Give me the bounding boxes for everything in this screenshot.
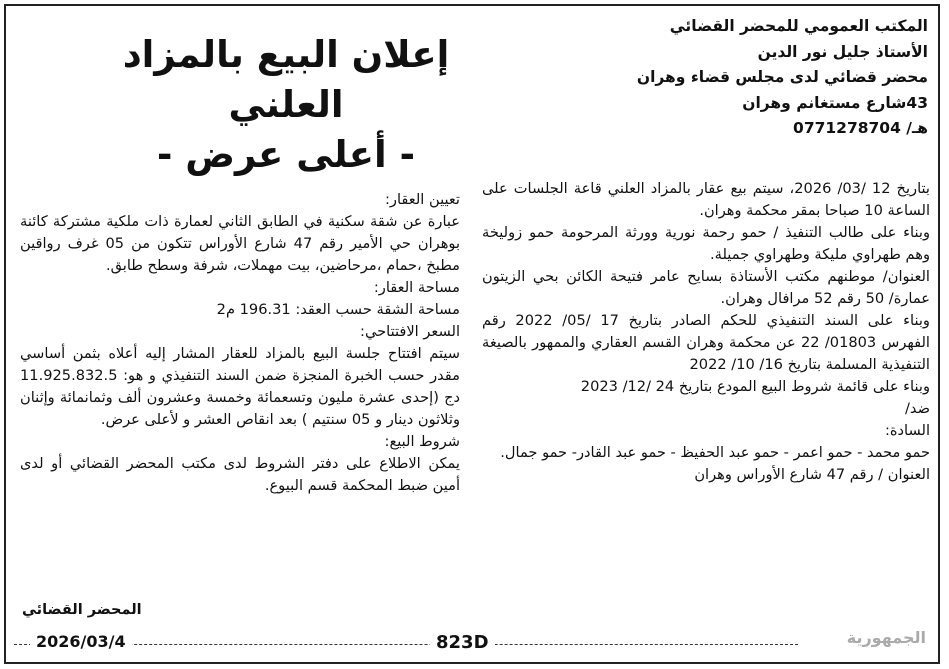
paragraph: ضد/	[905, 400, 930, 417]
title-line-2: - أعلى عرض -	[157, 133, 415, 176]
section-heading: تعيين العقار:	[385, 191, 460, 208]
paragraph: العنوان/ موطنهم مكتب الأستاذة بسايح عامر فتيحة الكائن بحي الزيتون عمارة/ 50 رقم 52 مرافال وهران.	[482, 268, 930, 307]
announcement-page	[4, 4, 940, 664]
announcement-title	[66, 30, 506, 180]
section-heading: مساحة العقار:	[373, 279, 460, 296]
paragraph: وبناء على قائمة شروط البيع المودع بتاريخ 24 /12/ 2023	[580, 378, 930, 395]
office-name: المكتب العمومي للمحضر القضائي	[669, 17, 928, 35]
bailiff-office-header	[608, 14, 928, 142]
paragraph: وبناء على السند التنفيذي للحكم الصادر بتاريخ 17 /05/ 2022 رقم الفهرس 01803/ 22 عن محكمة وهران القسم العقاري والممهور بالصيغة التنفيذية المسلمة بتاريخ 16/ 10/ 2022	[482, 312, 930, 373]
bailiff-title: محضر قضائي لدى مجلس قضاء وهران	[636, 68, 928, 86]
paragraph: بتاريخ 12 /03/ 2026، سيتم بيع عقار بالمزاد العلني قاعة الجلسات على الساعة 10 صباحا بمقر محكمة وهران.	[482, 180, 930, 219]
right-column	[482, 178, 930, 486]
section-text: عبارة عن شقة سكنية في الطابق الثاني لعمارة ذات ملكية مشتركة كائنة بوهران حي الأمير رقم 47 شارع الأوراس تتكون من 05 غرف رواقين مطبخ ،حمام ،مرحاضين، بيت مهملات، شرفة وسطح طابق.	[20, 213, 461, 274]
section-text: مساحة الشقة حسب العقد: 196.31 م2	[216, 301, 460, 318]
paragraph: السادة:	[884, 422, 930, 439]
signature: المحضر القضائي	[22, 602, 142, 618]
section-text: سيتم افتتاح جلسة البيع بالمزاد للعقار المشار إليه أعلاه بثمن أساسي مقدر حسب الخبرة المنجزة ضمن السند التنفيذي و هو: 11.925.832.5 دج (إحدى عشرة مليون وتسعمائة وخمسة وعشرون ألف وثمانمائة وإثنان وثلاثون دينار و 05 سنتيم ) بعد انقاص العشر و لأعلى عرض.	[20, 345, 460, 428]
paragraph: وبناء على طالب التنفيذ / حمو رحمة نورية وورثة المرحومة حمو زوليخة وهم طهراوي مليكة وطهراوي جميلة.	[482, 224, 930, 263]
office-address: 43شارع مستغانم وهران	[742, 93, 928, 112]
announcement-code: 823D	[430, 632, 495, 653]
section-heading: شروط البيع:	[384, 433, 460, 450]
newspaper-logo: الجمهورية	[846, 628, 926, 647]
office-phone: هـ/ 0771278704	[793, 119, 928, 137]
paragraph: حمو محمد - حمو اعمر - حمو عبد الحفيظ - حمو عبد القادر- حمو جمال.	[500, 444, 930, 461]
bailiff-name: الأستاذ جليل نور الدين	[757, 42, 928, 61]
section-text: يمكن الاطلاع على دفتر الشروط لدى مكتب المحضر القضائي أو لدى أمين ضبط المحكمة قسم البيوع.	[20, 455, 460, 494]
left-column	[20, 189, 460, 497]
paragraph: العنوان / رقم 47 شارع الأوراس وهران	[694, 466, 930, 483]
section-heading: السعر الافتتاحي:	[360, 323, 460, 340]
title-line-1: إعلان البيع بالمزاد العلني	[122, 33, 450, 126]
publication-date: 2026/03/4	[30, 632, 132, 651]
